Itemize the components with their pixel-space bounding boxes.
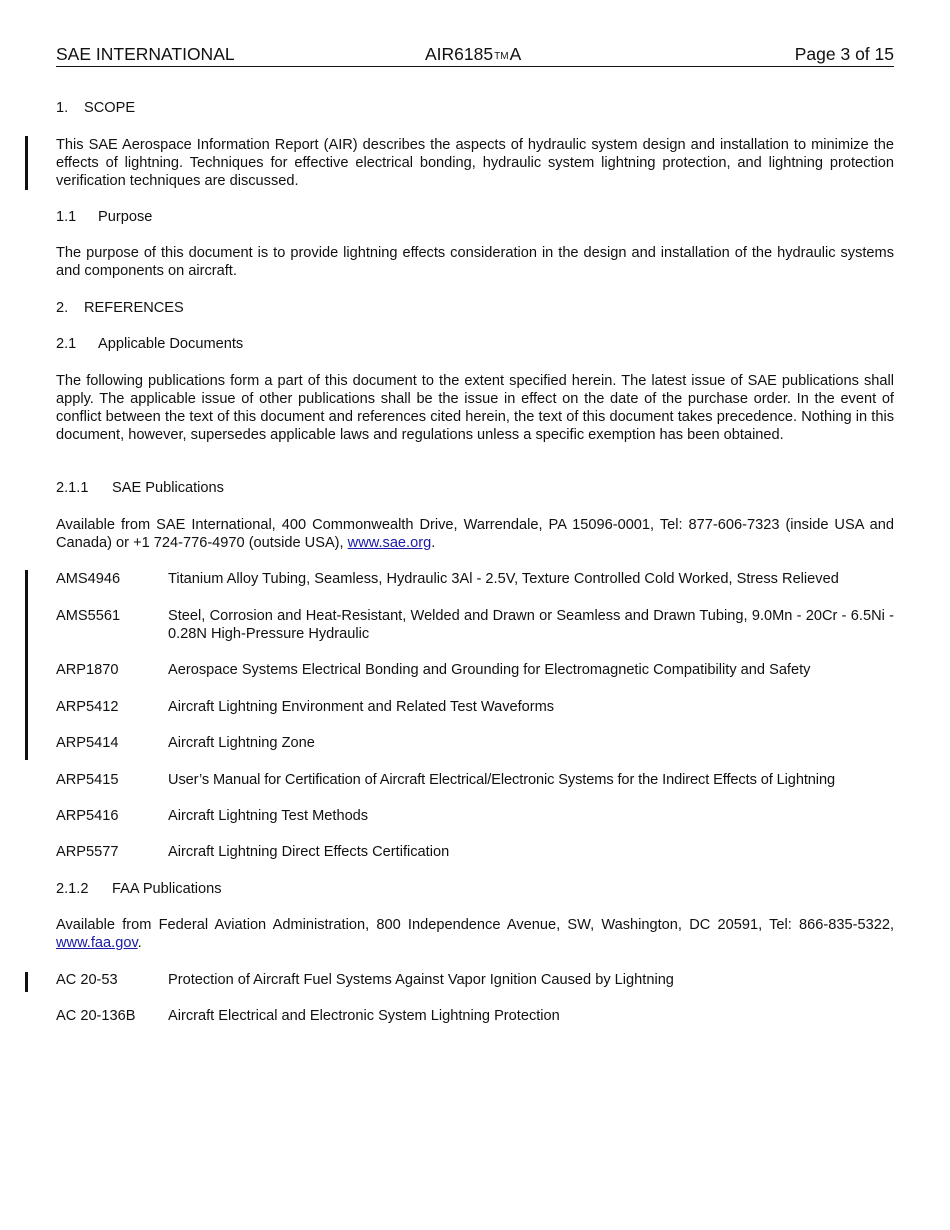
change-bar: [25, 136, 28, 190]
reference-item: [56, 607, 894, 643]
sae-website-link[interactable]: www.sae.org: [347, 535, 432, 551]
faa-website-link[interactable]: www.faa.gov: [56, 935, 138, 951]
reference-code: ARP5416: [56, 808, 119, 824]
section-number: 1.1: [56, 209, 77, 225]
change-bar: [25, 570, 28, 760]
reference-code: ARP5414: [56, 735, 119, 751]
availability-text: Available from Federal Aviation Administration, 800 Independence Avenue, SW, Washington, DC 20591, Tel: 866-835-5322,: [56, 917, 894, 933]
reference-item: [56, 807, 894, 825]
header-doc-suffix: A: [509, 44, 522, 64]
section-title: SCOPE: [84, 100, 136, 116]
reference-code: AC 20-136B: [56, 1008, 136, 1024]
reference-item: [56, 843, 894, 861]
section-number: 2.1.2: [56, 881, 89, 897]
section-heading-faa-publications: [56, 880, 222, 898]
section-title: FAA Publications: [112, 881, 222, 897]
scope-paragraph: This SAE Aerospace Information Report (AIR) describes the aspects of hydraulic system design and installation to minimize the effects of lightning. Techniques for effective electrical bonding, hydraulic system lightning protection, and lightning protection verification techniques are discussed.: [56, 137, 894, 189]
reference-code: ARP5415: [56, 772, 119, 788]
section-number: 2.1.1: [56, 480, 89, 496]
section-number: 2.: [56, 300, 69, 316]
reference-item: [56, 1007, 894, 1025]
trailing-period: .: [137, 935, 142, 951]
section-heading-applicable: [56, 335, 243, 353]
section-number: 2.1: [56, 336, 77, 352]
reference-item: [56, 734, 894, 752]
change-bar: [25, 972, 28, 992]
section-heading-scope: [56, 99, 135, 117]
reference-title: User’s Manual for Certification of Aircraft Electrical/Electronic Systems for the Indirect Effects of Lightning: [168, 772, 835, 788]
section-title: Applicable Documents: [98, 336, 244, 352]
reference-code: ARP1870: [56, 662, 119, 678]
reference-title: Aircraft Electrical and Electronic System Lightning Protection: [168, 1008, 560, 1024]
reference-title: Protection of Aircraft Fuel Systems Against Vapor Ignition Caused by Lightning: [168, 972, 674, 988]
reference-item: [56, 971, 894, 989]
faa-availability: [56, 916, 894, 952]
header-org: SAE INTERNATIONAL: [56, 44, 235, 64]
reference-item: [56, 698, 894, 716]
reference-code: ARP5412: [56, 699, 119, 715]
section-title: SAE Publications: [112, 480, 224, 496]
reference-title: Aircraft Lightning Zone: [168, 735, 315, 751]
section-heading-references: [56, 299, 184, 317]
section-title: Purpose: [98, 209, 153, 225]
section-heading-sae-publications: [56, 479, 224, 497]
reference-title: Steel, Corrosion and Heat-Resistant, Welded and Drawn or Seamless and Drawn Tubing, 9.0Mn - 20Cr - 6.5Ni - 0.28N High-Pressure Hydraulic: [168, 608, 894, 642]
reference-title: Aerospace Systems Electrical Bonding and Grounding for Electromagnetic Compatibility and Safety: [168, 662, 811, 678]
trademark-mark: TM: [494, 51, 509, 62]
section-title: REFERENCES: [84, 300, 184, 316]
reference-title: Aircraft Lightning Direct Effects Certification: [168, 844, 450, 860]
reference-code: AMS5561: [56, 608, 121, 624]
reference-title: Titanium Alloy Tubing, Seamless, Hydraulic 3Al - 2.5V, Texture Controlled Cold Worked, Stress Relieved: [168, 571, 839, 587]
header-doc-id: [425, 44, 521, 65]
reference-code: ARP5577: [56, 844, 119, 860]
section-heading-purpose: [56, 208, 152, 226]
reference-title: Aircraft Lightning Test Methods: [168, 808, 369, 824]
header-page-number: Page 3 of 15: [794, 44, 894, 64]
sae-availability: [56, 516, 894, 552]
header-doc-prefix: AIR6185: [425, 44, 494, 64]
purpose-paragraph: The purpose of this document is to provide lightning effects consideration in the design and installation of the hydraulic systems and components on aircraft.: [56, 245, 894, 279]
section-number: 1.: [56, 100, 69, 116]
availability-text: Available from SAE International, 400 Commonwealth Drive, Warrendale, PA 15096-0001, Tel: 877-606-7323 (inside USA and Canada) or +1 724-776-4970 (outside USA),: [56, 517, 894, 551]
reference-item: [56, 570, 894, 588]
reference-code: AC 20-53: [56, 972, 118, 988]
trailing-period: .: [431, 535, 436, 551]
reference-title: Aircraft Lightning Environment and Related Test Waveforms: [168, 699, 555, 715]
page-header: [56, 44, 894, 67]
reference-item: [56, 661, 894, 679]
reference-item: [56, 771, 894, 789]
applicable-paragraph: The following publications form a part of this document to the extent specified herein. The latest issue of SAE publications shall apply. The applicable issue of other publications shall be the issue in effect on the date of the purchase order. In the event of conflict between the text of this document and references cited herein, the text of this document takes precedence. Nothing in this document, however, supersedes applicable laws and regulations unless a specific exemption has been obtained.: [56, 373, 894, 443]
reference-code: AMS4946: [56, 571, 121, 587]
